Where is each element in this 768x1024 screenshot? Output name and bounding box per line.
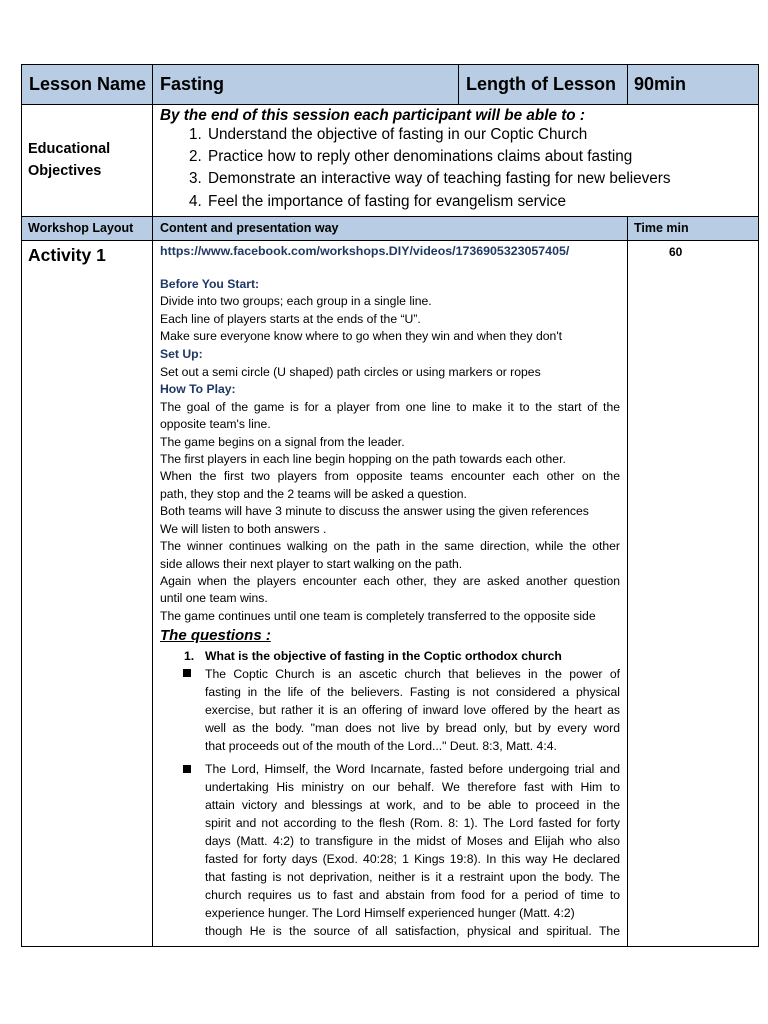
table-border-left: [21, 64, 22, 947]
table-col-divider-2: [458, 64, 459, 105]
objectives-intro: By the end of this session each participant will be able to :: [160, 107, 585, 124]
how-line: The game begins on a signal from the leader.: [160, 435, 405, 449]
activity-name: Activity 1: [28, 245, 106, 265]
before-line: Each line of players starts at the ends of the “U”.: [160, 312, 421, 326]
table-rule-header: [21, 104, 759, 105]
setup-heading: Set Up:: [160, 347, 203, 361]
table-col-divider-1: [152, 64, 153, 947]
how-line: We will listen to both answers .: [160, 522, 327, 536]
bullet-2-line: church requires us to fast and abstain from food for a period of time to: [205, 888, 620, 902]
how-heading: How To Play:: [160, 382, 236, 396]
objective-item: 2. Practice how to reply other denominations claims about fasting: [206, 146, 746, 168]
objective-item: 3. Demonstrate an interactive way of teaching fasting for new believers: [206, 168, 746, 190]
before-line: Make sure everyone know where to go when they win and when they don't: [160, 329, 563, 343]
bullet-1-line: that proceeds out of the mouth of the Lord..." Deut. 8:3, Matt. 4:4.: [205, 739, 557, 753]
table-border-bottom: [21, 946, 759, 947]
length-label: Length of Lesson: [466, 74, 616, 94]
questions-heading: The questions :: [160, 627, 271, 644]
how-line: When the first two players from opposite teams encounter each other on the: [160, 469, 620, 483]
table-col-divider-3: [627, 64, 628, 105]
bullet-2-line: that fasting is not deprivation, neither is it a restraint upon the body. The: [205, 870, 620, 884]
setup-line: Set out a semi circle (U shaped) path circles or using markers or ropes: [160, 365, 541, 379]
how-line: path, they stop and the 2 teams will be asked a question.: [160, 487, 467, 501]
objectives-list: [172, 124, 746, 213]
bullet-2-line: days (Matt. 4:2) to transfigure in the midst of Moses and Elijah who also: [205, 834, 620, 848]
how-line: Again when the players encounter each other, they are asked another question: [160, 574, 620, 588]
how-line: The first players in each line begin hopping on the path towards each other.: [160, 452, 566, 466]
bullet-2-line: The Lord, Himself, the Word Incarnate, fasted before undergoing trial and: [205, 762, 620, 776]
how-line: opposite team's line.: [160, 417, 271, 431]
objective-item: 1. Understand the objective of fasting in our Coptic Church: [206, 124, 746, 146]
question-number: 1.: [184, 649, 195, 663]
bullet-2-line: spirit and not according to the flesh (Rom. 8: 1). The Lord fasted for forty: [205, 816, 620, 830]
bullet-1-line: exercise, but rather it is an offering of inward love offered by the heart as: [205, 703, 620, 717]
bullet-2-line: though He is the source of all satisfaction, physical and spiritual. The: [205, 924, 620, 938]
how-line: The winner continues walking on the path in the same direction, while the other: [160, 539, 620, 553]
table-border-top: [21, 64, 759, 65]
activity-time: 60: [669, 245, 683, 259]
bullet-1-line: well as the body. "man does not live by bread only, but by every word: [205, 721, 620, 735]
table-border-right: [758, 64, 759, 947]
video-link[interactable]: https://www.facebook.com/workshops.DIY/videos/1736905323057405/: [160, 244, 570, 258]
before-heading: Before You Start:: [160, 277, 260, 291]
objectives-label-line2: Objectives: [28, 163, 102, 179]
before-line: Divide into two groups; each group in a single line.: [160, 294, 432, 308]
question-1: What is the objective of fasting in the Coptic orthodox church: [205, 649, 562, 663]
length-value: 90min: [634, 74, 687, 94]
bullet-2-line: attain victory and blessings at work, and to be able to proceed in the: [205, 798, 620, 812]
bullet-2-line: experience hunger. The Lord Himself experienced hunger (Matt. 4:2): [205, 906, 575, 920]
bullet-square-icon: [183, 765, 191, 773]
bullet-1-line: fasting in the life of the believers. Fasting is not considered a physical: [205, 685, 620, 699]
bullet-2-line: undertaking His ministry on our behalf. We therefore fast with Him to: [205, 780, 620, 794]
objectives-label-line1: Educational: [28, 141, 111, 157]
bullet-2-line: fasted for forty days (Exod. 40:28; 1 Kings 19:8). In this way He declared: [205, 852, 620, 866]
column-content: Content and presentation way: [160, 221, 339, 235]
column-time: Time min: [634, 221, 689, 235]
how-line: The game continues until one team is completely transferred to the opposite side: [160, 609, 596, 623]
lesson-name-label: Lesson Name: [29, 74, 147, 94]
table-col-divider-time: [627, 216, 628, 947]
bullet-1-line: The Coptic Church is an ascetic church that believes in the power of: [205, 667, 620, 681]
table-rule-objectives: [21, 216, 759, 217]
column-workshop-layout: Workshop Layout: [28, 221, 134, 235]
how-line: The goal of the game is for a player from one line to make it to the start of the: [160, 400, 620, 414]
objective-item: 4. Feel the importance of fasting for evangelism service: [206, 191, 746, 213]
table-rule-columns: [21, 240, 759, 241]
lesson-name-value: Fasting: [160, 74, 225, 94]
bullet-square-icon: [183, 669, 191, 677]
how-line: Both teams will have 3 minute to discuss the answer using the given references: [160, 504, 589, 518]
how-line: side allows their next player to start walking on the path.: [160, 557, 463, 571]
how-line: until one team wins.: [160, 591, 268, 605]
